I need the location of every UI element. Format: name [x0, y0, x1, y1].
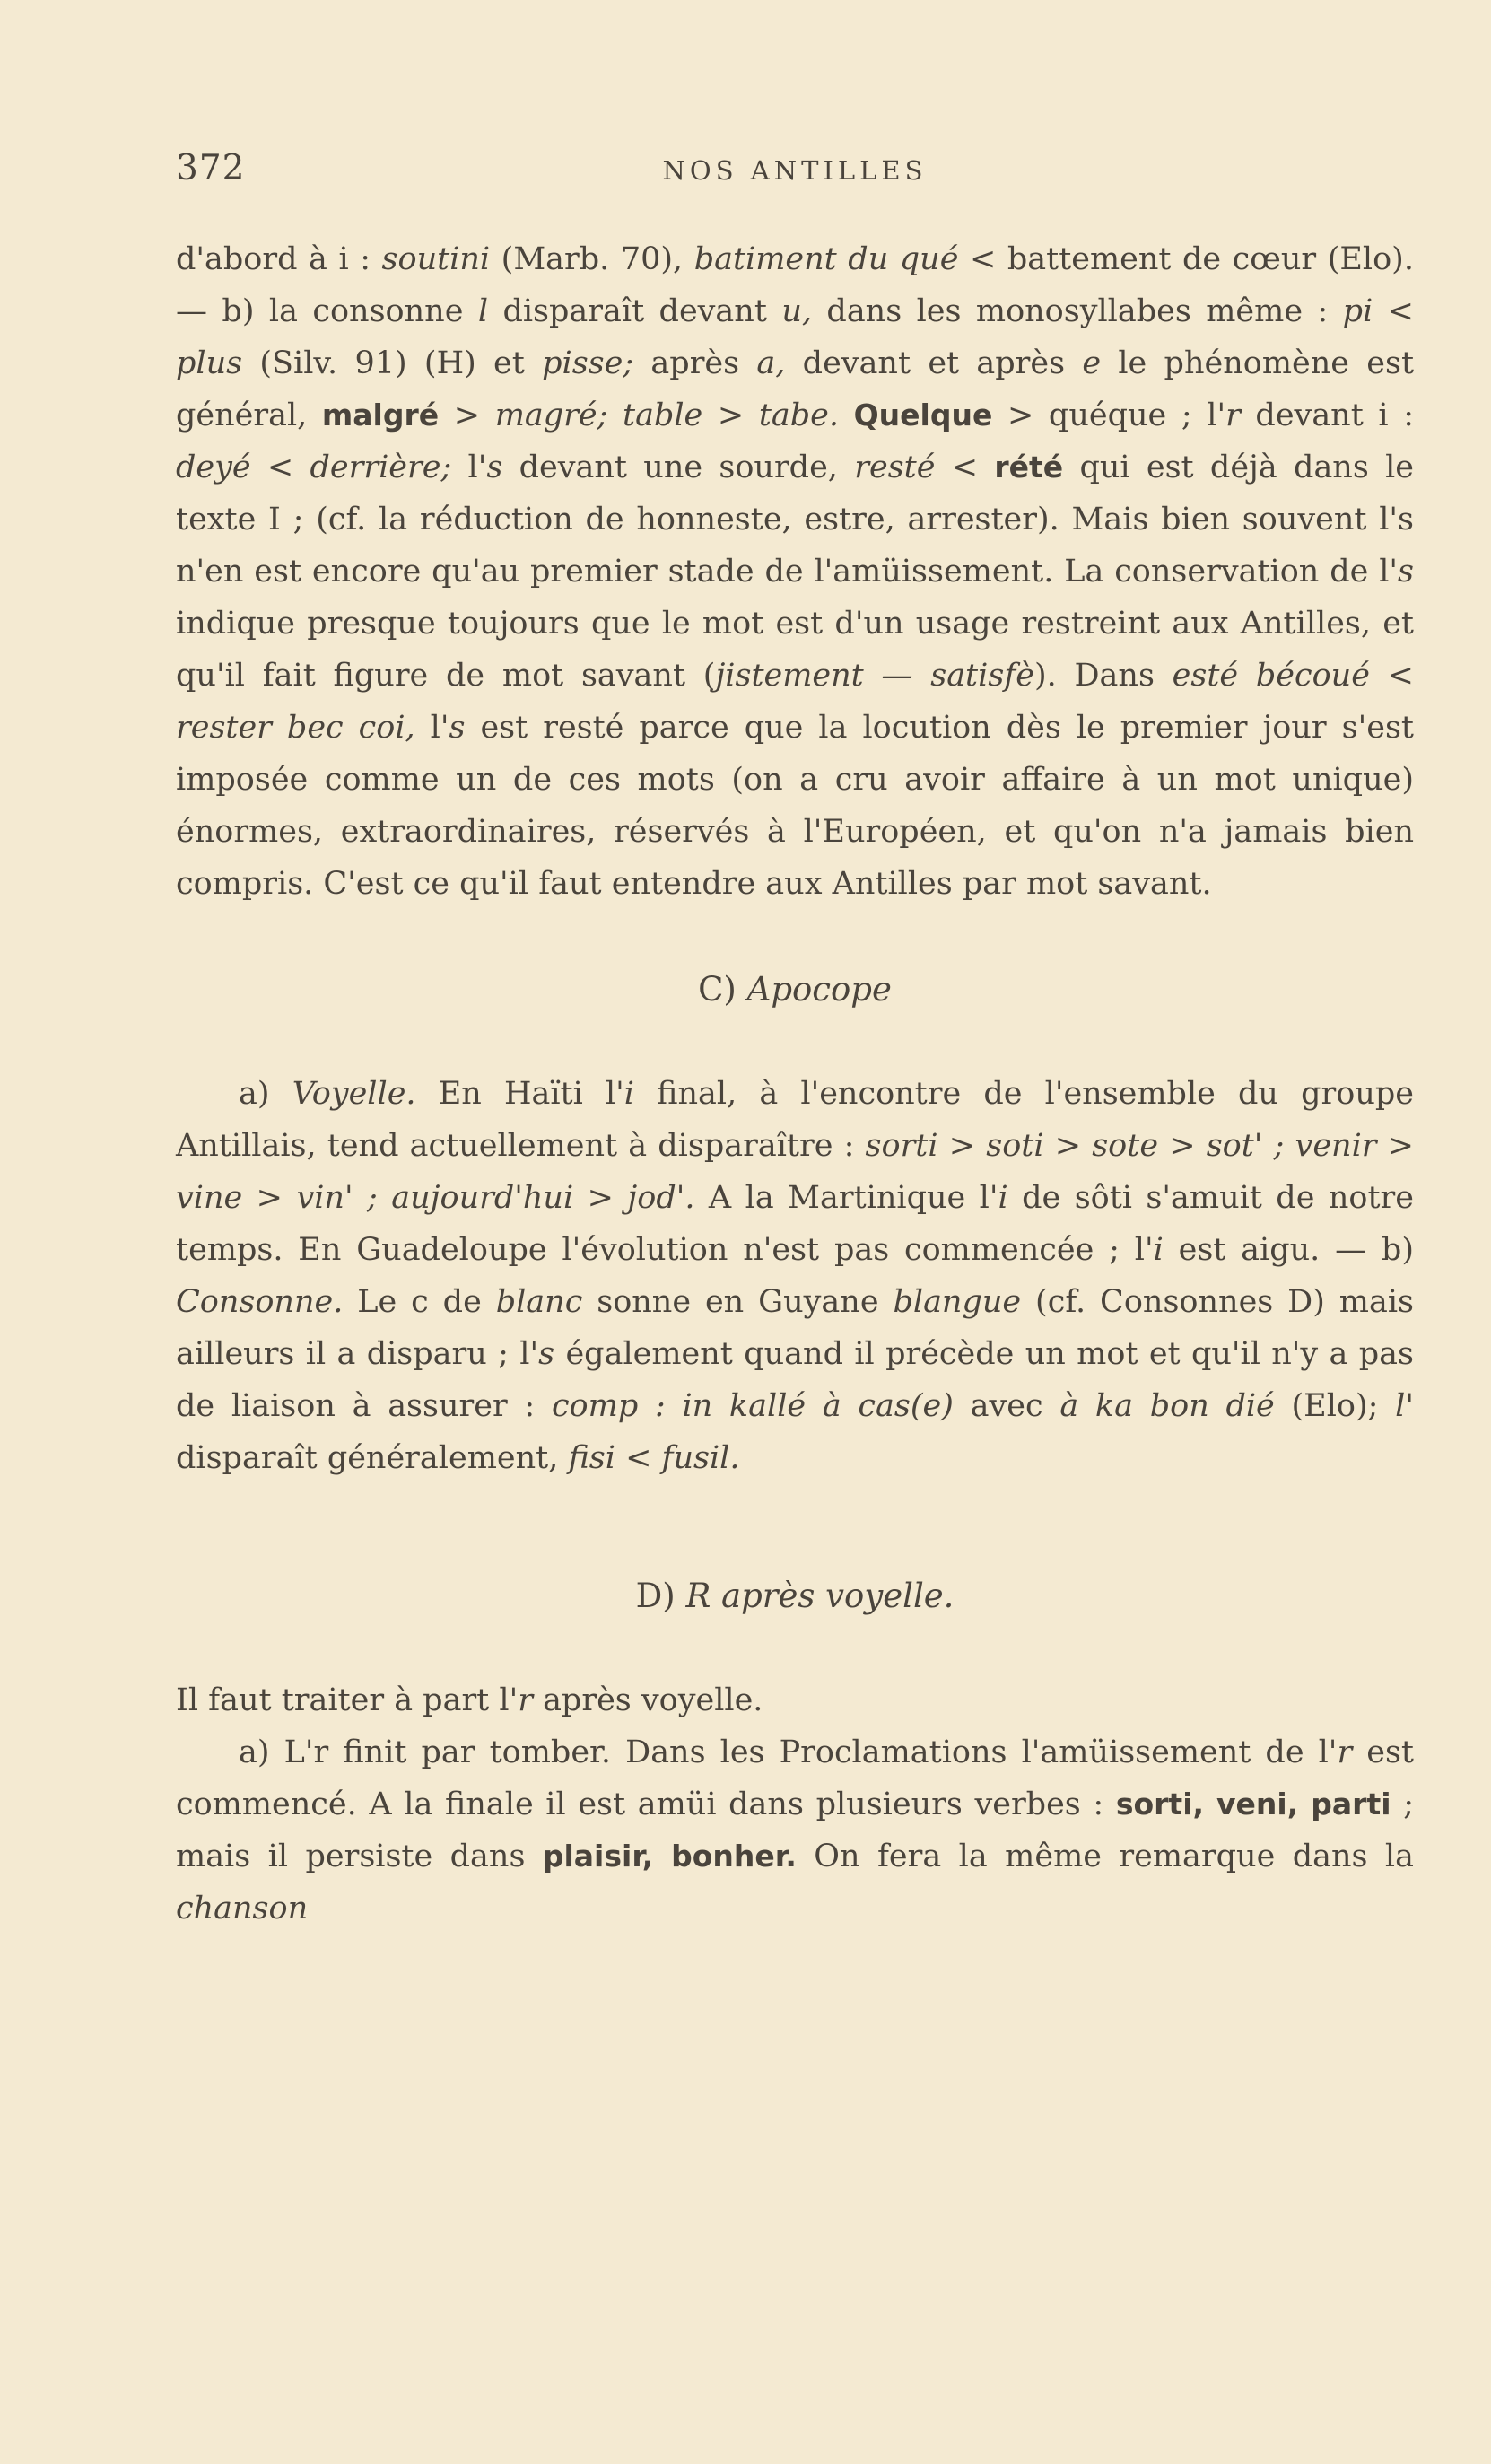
paragraph-1: d'abord à i : soutini (Marb. 70), batiment du qué < battement de cœur (Elo). — b) la consonne l disparaît devant u, dans les monosyllabes même : pi < plus (Silv. 91) (H) et pisse; après a, devant et après e le phénomène est général, malgré > magré; table > tabe. Quelque > quéque ; l'r devant i : deyé < derrière; l's devant une sourde, resté < rété qui est déjà dans le texte I ; (cf. la réduction de honneste, estre, arrester). Mais bien souvent l's n'en est encore qu'au premier stade de l'amüissement. La conservation de l's indique presque toujours que le mot est d'un usage restreint aux Antilles, et qu'il fait figure de mot savant (jistement — satisfè). Dans esté bécoué < rester bec coi, l's est resté parce que la locution dès le premier jour s'est imposée comme un de ces mots (on a cru avoir affaire à un mot unique) énormes, extraordinaires, réservés à l'Européen, et qu'on n'a jamais bien compris. C'est ce qu'il faut entendre aux Antilles par mot savant.: [176, 241, 1415, 902]
page-number: 372: [176, 148, 246, 188]
paragraph-3: Il faut traiter à part l'r après voyelle.: [176, 1682, 763, 1718]
page-header: [176, 148, 1414, 193]
paragraph-2: a) Voyelle. En Haïti l'i final, à l'encontre de l'ensemble du groupe Antillais, tend actuellement à disparaître : sorti > soti > sote > sot' ; venir > vine > vin' ; aujourd'hui > jod'. A la Martinique l'i de sôti s'amuit de notre temps. En Guadeloupe l'évolution n'est pas commencée ; l'i est aigu. — b) Consonne. Le c de blanc sonne en Guyane blangue (cf. Consonnes D) mais ailleurs il a disparu ; l's également quand il précède un mot et qu'il n'y a pas de liaison à assurer : comp : in kallé à cas(e) avec à ka bon dié (Elo); l' disparaît généralement, fisi < fusil.: [176, 1076, 1415, 1476]
running-title: NOS ANTILLES: [662, 155, 928, 186]
section-heading-c: C) Apocope: [698, 970, 892, 1009]
body-text: [176, 233, 1414, 1935]
paragraph-4: a) L'r finit par tomber. Dans les Proclamations l'amüissement de l'r est commencé. A la finale il est amüi dans plusieurs verbes : sorti, veni, parti ; mais il persiste dans plaisir, bonher. On fera la même remarque dans la chanson: [176, 1734, 1414, 1927]
section-heading-d: D) R après voyelle.: [635, 1577, 955, 1615]
